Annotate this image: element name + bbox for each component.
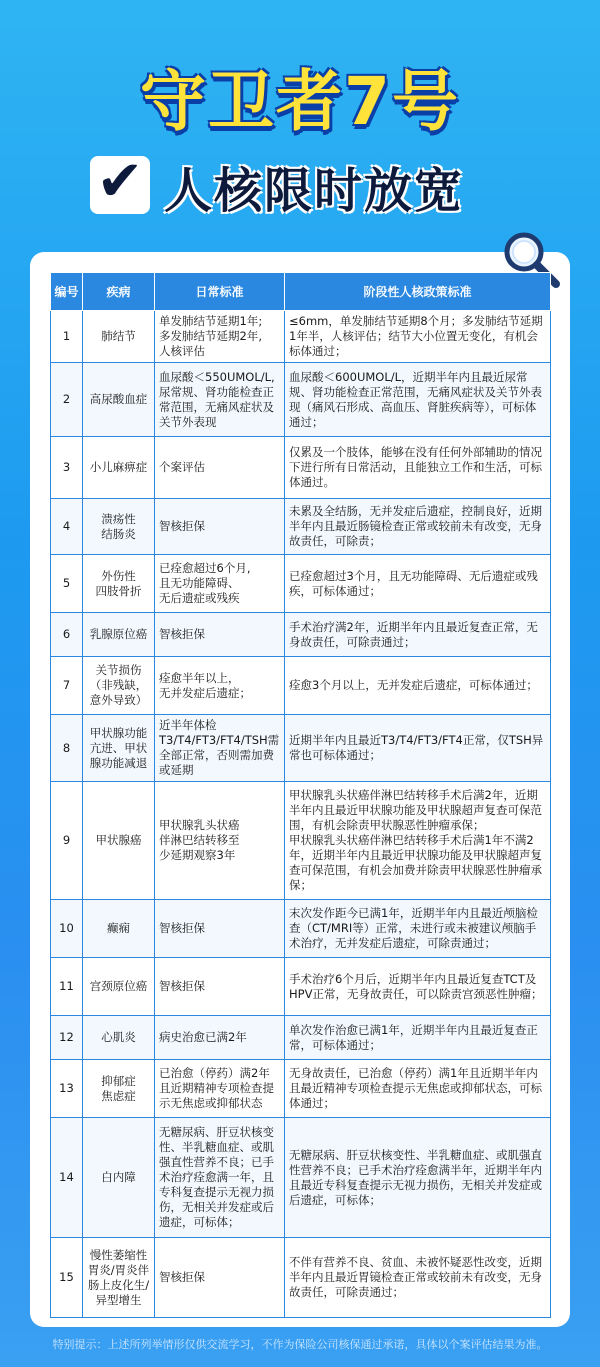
row-policy-standard: 未累及全结肠，无并发症后遗症，控制良好，近期半年内且最近肠镜检查正常或较前未有改变，无身故责任，可除责； — [285, 499, 551, 555]
subtitle-row — [90, 150, 510, 220]
column-header-daily: 日常标准 — [155, 273, 285, 311]
row-daily-standard: 智核拒保 — [155, 900, 285, 958]
row-daily-standard: 无糖尿病、肝豆状核变性、半乳糖血症、或肌强直性营养不良；已手术治疗痊愈满一年，且专科复查提示无视力损伤，无相关并发症或后遗症，可标体； — [155, 1118, 285, 1238]
row-disease: 白内障 — [83, 1118, 155, 1238]
row-disease: 高尿酸血症 — [83, 363, 155, 437]
row-number: 4 — [51, 499, 83, 555]
row-number: 8 — [51, 715, 83, 782]
table-row — [51, 900, 551, 958]
row-policy-standard: 已痊愈超过3个月，且无功能障碍、无后遗症或残疾，可标体通过； — [285, 555, 551, 613]
row-number: 11 — [51, 958, 83, 1016]
column-header-policy: 阶段性人核政策标准 — [285, 273, 551, 311]
row-disease: 小儿麻痹症 — [83, 437, 155, 499]
column-header-no: 编号 — [51, 273, 83, 311]
row-policy-standard: 无糖尿病、肝豆状核变性、半乳糖血症、或肌强直性营养不良；已手术治疗痊愈满半年，近期半年内且最近专科复查提示无视力损伤，无相关并发症或后遗症，可标体； — [285, 1118, 551, 1238]
page-title: 守卫者7号 — [140, 63, 460, 140]
table-row — [51, 715, 551, 782]
row-disease: 宫颈原位癌 — [83, 958, 155, 1016]
check-box — [90, 149, 150, 214]
row-disease: 溃疡性 结肠炎 — [83, 499, 155, 555]
table-row — [51, 1118, 551, 1238]
row-disease: 甲状腺癌 — [83, 782, 155, 900]
row-number: 6 — [51, 613, 83, 657]
check-icon: ✔ — [96, 149, 144, 214]
table-row — [51, 1060, 551, 1118]
row-number: 1 — [51, 311, 83, 363]
table-row — [51, 613, 551, 657]
row-disease: 外伤性 四肢骨折 — [83, 555, 155, 613]
row-policy-standard: 手术治疗6个月后，近期半年内且最近复查TCT及HPV正常，无身故责任，可以除责宫颈恶性肿瘤； — [285, 958, 551, 1016]
row-number: 14 — [51, 1118, 83, 1238]
table-row — [51, 1016, 551, 1060]
table-row — [51, 363, 551, 437]
row-number: 3 — [51, 437, 83, 499]
column-header-disease: 疾病 — [83, 273, 155, 311]
table-header-row — [51, 273, 551, 311]
row-number: 13 — [51, 1060, 83, 1118]
table-row — [51, 657, 551, 715]
row-daily-standard: 病史治愈已满2年 — [155, 1016, 285, 1060]
row-policy-standard: 仅累及一个肢体，能够在没有任何外部辅助的情况下进行所有日常活动，且能独立工作和生活，可标体通过。 — [285, 437, 551, 499]
table-row — [51, 782, 551, 900]
row-daily-standard: 智核拒保 — [155, 958, 285, 1016]
row-daily-standard: 甲状腺乳头状癌 伴淋巴结转移至 少延期观察3年 — [155, 782, 285, 900]
row-policy-standard: 单次发作治愈已满1年，近期半年内且最近复查正常，可标体通过； — [285, 1016, 551, 1060]
row-daily-standard: 智核拒保 — [155, 613, 285, 657]
row-disease: 甲状腺功能亢进、甲状腺功能减退 — [83, 715, 155, 782]
row-daily-standard: 血尿酸＜550UMOL/L,尿常规、肾功能检查正常范围，无痛风症状及关节外表现 — [155, 363, 285, 437]
policy-table-wrap — [50, 272, 550, 1318]
row-policy-standard: 甲状腺乳头状癌伴淋巴结转移手术后满2年，近期半年内且最近甲状腺功能及甲状腺超声复查可保范围，有机会除责甲状腺恶性肿瘤承保； 甲状腺乳头状癌伴淋巴结转移手术后满1年不满2年，近期半年内且最近甲状腺功能及甲状腺超声复查可保范围，有机会加费并除责甲状腺恶性肿瘤承保； — [285, 782, 551, 900]
table-row — [51, 437, 551, 499]
row-number: 9 — [51, 782, 83, 900]
row-policy-standard: 痊愈3个月以上，无并发症后遗症，可标体通过； — [285, 657, 551, 715]
row-daily-standard: 已痊愈超过6个月, 且无功能障碍、 无后遗症或残疾 — [155, 555, 285, 613]
policy-table — [50, 272, 551, 1318]
table-row — [51, 311, 551, 363]
table-row — [51, 499, 551, 555]
row-number: 15 — [51, 1238, 83, 1318]
row-disease: 乳腺原位癌 — [83, 613, 155, 657]
row-disease: 癫痫 — [83, 900, 155, 958]
row-policy-standard: 不伴有营养不良、贫血、未被怀疑恶性改变，近期半年内且最近胃镜检查正常或较前未有改变，无身故责任，可除责通过； — [285, 1238, 551, 1318]
row-daily-standard: 智核拒保 — [155, 499, 285, 555]
row-policy-standard: 末次发作距今已满1年，近期半年内且最近颅脑检查（CT/MRI等）正常，未进行或未被建议颅脑手术治疗，无并发症后遗症，可除责通过； — [285, 900, 551, 958]
page-subtitle: 人核限时放宽 — [164, 163, 465, 219]
row-disease: 心肌炎 — [83, 1016, 155, 1060]
row-daily-standard: 个案评估 — [155, 437, 285, 499]
row-disease: 关节损伤 （非残缺， 意外导致） — [83, 657, 155, 715]
row-policy-standard: 手术治疗满2年，近期半年内且最近复查正常，无身故责任，可除责通过； — [285, 613, 551, 657]
row-daily-standard: 已治愈（停药）满2年且近期精神专项检查提示无焦虑或抑郁状态 — [155, 1060, 285, 1118]
row-daily-standard: 单发肺结节延期1年; 多发肺结节延期2年, 人核评估 — [155, 311, 285, 363]
row-policy-standard: 无身故责任，已治愈（停药）满1年且近期半年内且最近精神专项检查提示无焦虑或抑郁状态，可标体通过； — [285, 1060, 551, 1118]
row-disease: 抑郁症 焦虑症 — [83, 1060, 155, 1118]
footer-note: 特别提示：上述所列举情形仅供交流学习，不作为保险公司核保通过承诺，具体以个案评估结果为准。 — [52, 1338, 548, 1351]
row-number: 5 — [51, 555, 83, 613]
table-row — [51, 958, 551, 1016]
table-row — [51, 555, 551, 613]
row-disease: 慢性萎缩性胃炎/胃炎伴肠上皮化生/异型增生 — [83, 1238, 155, 1318]
row-number: 12 — [51, 1016, 83, 1060]
row-daily-standard: 近半年体检T3/T4/FT3/FT4/TSH需全部正常，否则需加费或延期 — [155, 715, 285, 782]
table-row — [51, 1238, 551, 1318]
row-number: 2 — [51, 363, 83, 437]
row-number: 7 — [51, 657, 83, 715]
row-disease: 肺结节 — [83, 311, 155, 363]
row-policy-standard: ≤6mm，单发肺结节延期8个月；多发肺结节延期1年半，人核评估；结节大小位置无变化，有机会标体通过； — [285, 311, 551, 363]
row-policy-standard: 血尿酸＜600UMOL/L，近期半年内且最近尿常规、肾功能检查正常范围，无痛风症状及关节外表现（痛风石形成、高血压、肾脏疾病等），可标体通过； — [285, 363, 551, 437]
row-daily-standard: 智核拒保 — [155, 1238, 285, 1318]
row-number: 10 — [51, 900, 83, 958]
row-daily-standard: 痊愈半年以上， 无并发症后遗症； — [155, 657, 285, 715]
row-policy-standard: 近期半年内且最近T3/T4/FT3/FT4正常，仅TSH异常也可标体通过； — [285, 715, 551, 782]
